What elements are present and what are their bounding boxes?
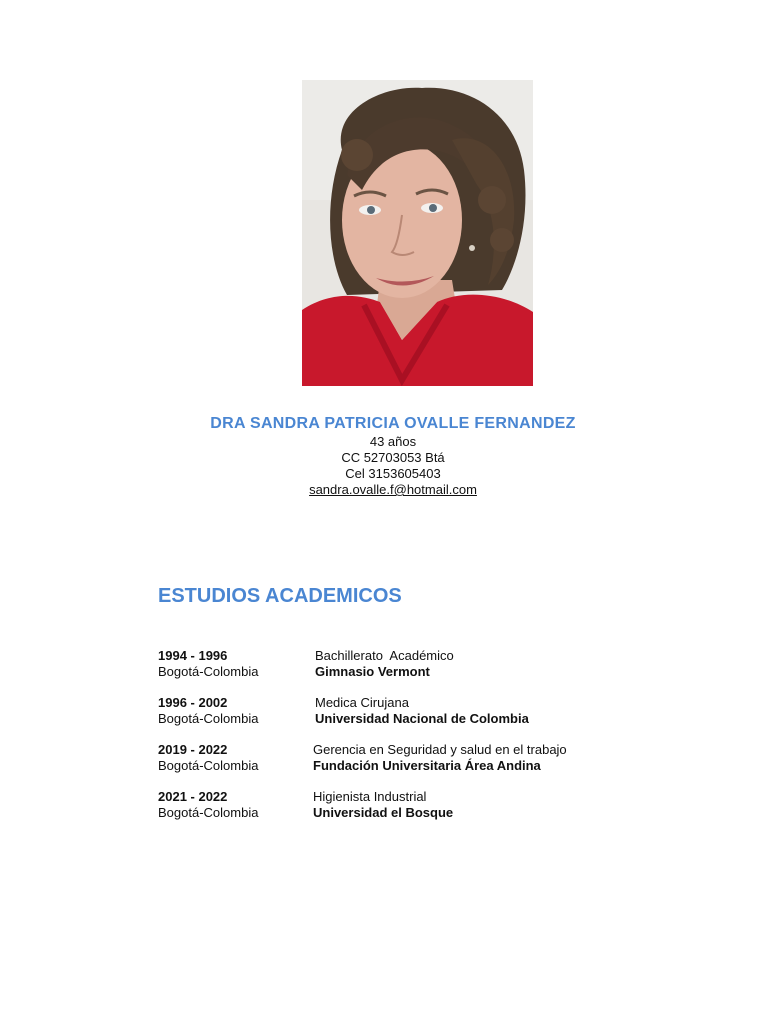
education-place: Bogotá-Colombia (158, 758, 259, 773)
phone-text: Cel 3153605403 (345, 466, 441, 481)
education-entry (158, 742, 678, 789)
education-place: Bogotá-Colombia (158, 711, 259, 726)
education-years: 2021 - 2022 (158, 789, 228, 804)
education-school: Universidad Nacional de Colombia (315, 711, 529, 726)
education-place: Bogotá-Colombia (158, 805, 259, 820)
education-school: Fundación Universitaria Área Andina (313, 758, 541, 773)
profile-photo (302, 80, 533, 386)
education-school: Universidad el Bosque (313, 805, 454, 820)
education-list (158, 648, 678, 836)
section-title: ESTUDIOS ACADEMICOS (158, 585, 402, 607)
education-entry (158, 648, 678, 695)
email-link[interactable]: sandra.ovalle.f@hotmail.com (309, 482, 477, 497)
education-degree: Higienista Industrial (313, 789, 427, 804)
contact-header (0, 414, 768, 498)
education-years: 1994 - 1996 (158, 648, 228, 663)
education-degree: Bachillerato Académico (315, 648, 454, 663)
education-degree: Gerencia en Seguridad y salud en el trabajo (313, 742, 567, 757)
education-school: Gimnasio Vermont (315, 664, 430, 679)
education-degree: Medica Cirujana (315, 695, 409, 710)
person-name: DRA SANDRA PATRICIA OVALLE FERNANDEZ (210, 415, 576, 432)
education-entry (158, 695, 678, 742)
education-years: 1996 - 2002 (158, 695, 228, 710)
portrait-illustration (302, 80, 533, 386)
education-place: Bogotá-Colombia (158, 664, 259, 679)
id-number-text: CC 52703053 Btá (341, 450, 445, 465)
education-years: 2019 - 2022 (158, 742, 228, 757)
education-entry (158, 789, 678, 836)
age-text: 43 años (369, 434, 417, 449)
